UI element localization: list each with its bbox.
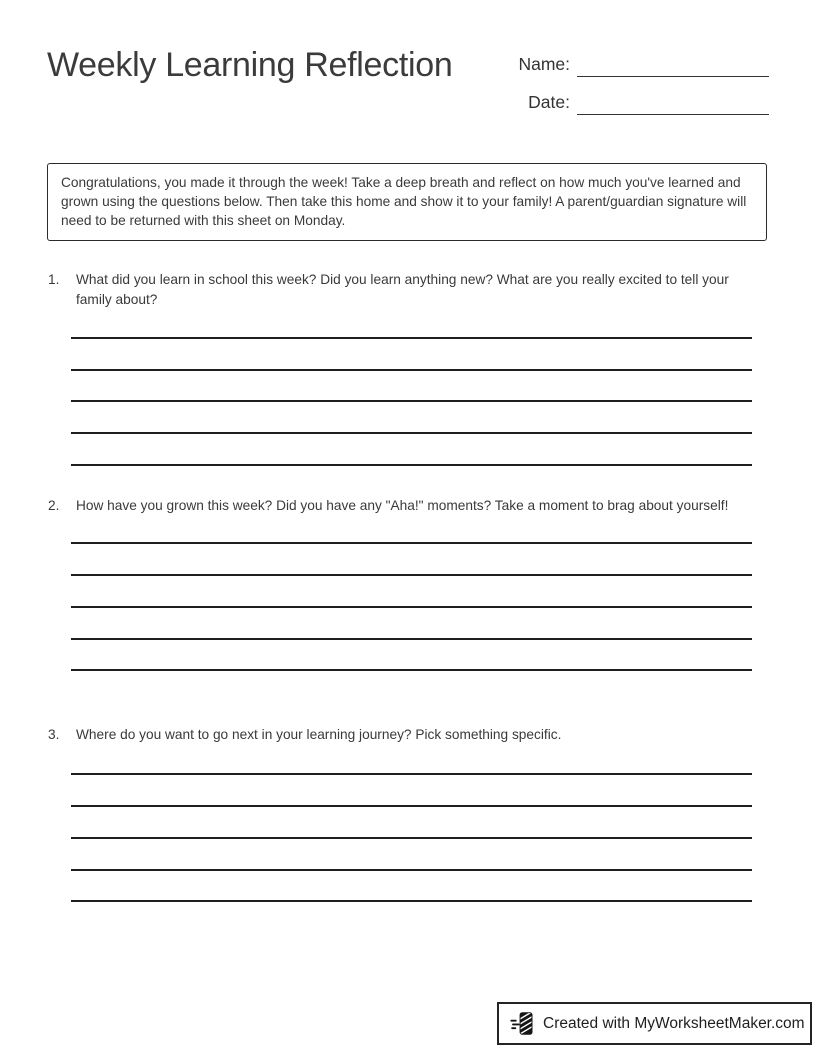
answer-line xyxy=(71,839,752,871)
name-blank-line xyxy=(577,50,769,77)
question-3-answer-lines xyxy=(71,744,752,903)
intro-box xyxy=(47,163,767,241)
worksheet-maker-logo-icon xyxy=(510,1009,535,1038)
question-1-row xyxy=(48,270,768,309)
question-3-text: Where do you want to go next in your learning journey? Pick something specific. xyxy=(76,727,562,742)
question-2-text: How have you grown this week? Did you have any "Aha!" moments? Take a moment to brag about yourself! xyxy=(76,498,729,513)
answer-line xyxy=(71,371,752,403)
name-label: Name: xyxy=(518,53,570,74)
answer-line xyxy=(71,307,752,339)
date-field-row xyxy=(528,88,769,115)
question-3-section xyxy=(48,725,768,902)
answer-line xyxy=(71,871,752,903)
question-1-number: 1. xyxy=(48,272,60,287)
question-1-text: What did you learn in school this week? Did you learn anything new? What are you really excited to tell your family about? xyxy=(76,272,729,307)
question-2-row xyxy=(48,496,768,516)
date-label: Date: xyxy=(528,91,570,112)
answer-line xyxy=(71,807,752,839)
answer-line xyxy=(71,576,752,608)
answer-line xyxy=(71,608,752,640)
page-title: Weekly Learning Reflection xyxy=(47,46,453,84)
question-3-row xyxy=(48,725,768,745)
name-field-row xyxy=(518,50,769,77)
credit-badge xyxy=(497,1002,812,1045)
answer-line xyxy=(71,402,752,434)
answer-line xyxy=(71,434,752,466)
question-2-number: 2. xyxy=(48,498,60,513)
date-blank-line xyxy=(577,88,769,115)
question-2-section xyxy=(48,496,768,671)
credit-text: Created with MyWorksheetMaker.com xyxy=(543,1014,805,1032)
answer-line xyxy=(71,775,752,807)
question-3-number: 3. xyxy=(48,727,60,742)
answer-line xyxy=(71,744,752,776)
answer-line xyxy=(71,544,752,576)
answer-line xyxy=(71,339,752,371)
intro-text: Congratulations, you made it through the week! Take a deep breath and reflect on how much you've learned and grown using the questions below. Then take this home and show it to your family! A parent/guardian signature will need to be returned with this sheet on Monday. xyxy=(61,175,747,228)
answer-line xyxy=(71,640,752,672)
answer-line xyxy=(71,513,752,545)
question-1-answer-lines xyxy=(71,307,752,466)
question-2-answer-lines xyxy=(71,513,752,672)
question-1-section xyxy=(48,270,768,466)
